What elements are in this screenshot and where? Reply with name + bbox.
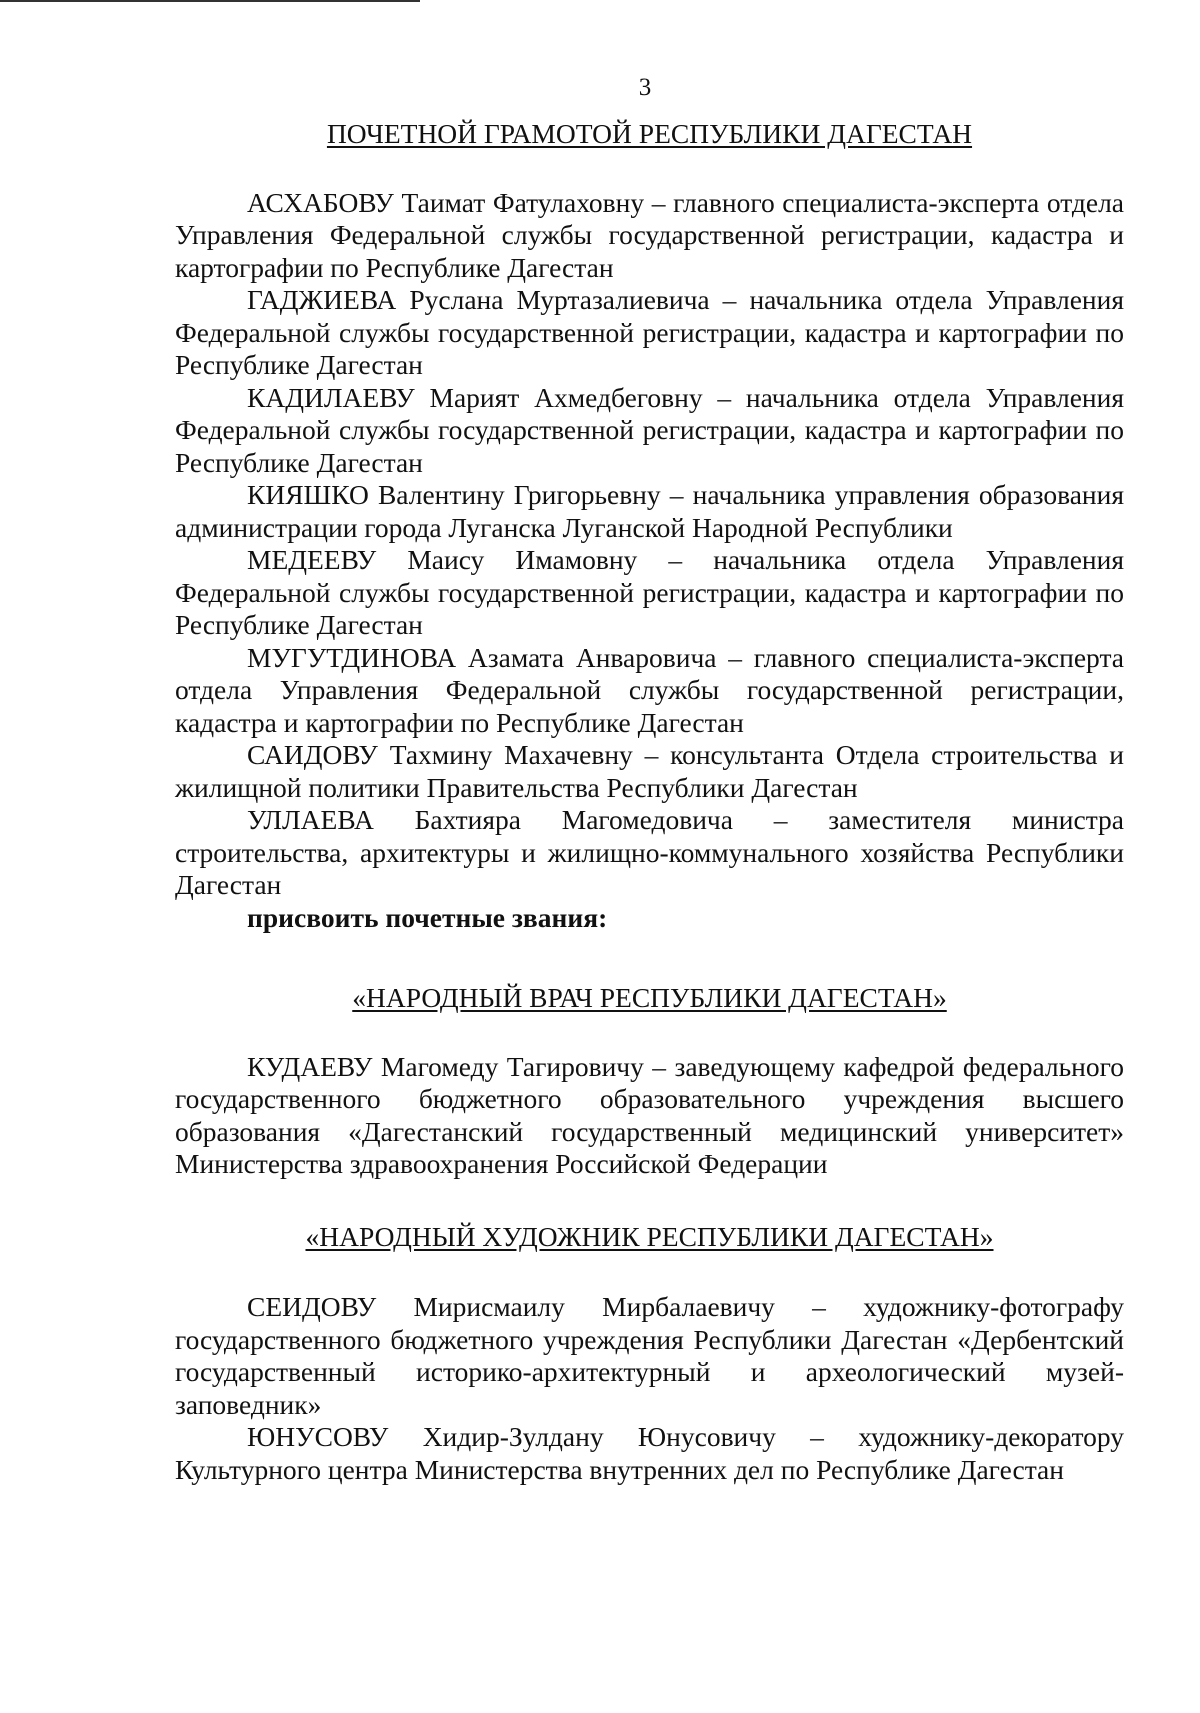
award-entry <box>175 479 1124 544</box>
award-entry <box>175 642 1124 740</box>
section-heading-peoples-artist: «НАРОДНЫЙ ХУДОЖНИК РЕСПУБЛИКИ ДАГЕСТАН» <box>305 1220 994 1252</box>
award-entry <box>175 1421 1124 1486</box>
awardee-details: Азамата Анваровича – главного специалиста-эксперта отдела Управления Федеральной службы государственной регистрации, кадастра и картографии по Республике Дагестан <box>175 641 1125 738</box>
award-entry <box>175 739 1124 804</box>
awardee-details: Магомеду Тагировичу – заведующему кафедрой федерального государственного бюджетного образовательного учреждения высшего образования «Дагестанский государственный медицинский университет» Министерства здравоохранения Российской Федерации <box>175 1050 1124 1179</box>
awardee-details: Хидир-Зулдану Юнусовичу – художнику-декоратору Культурного центра Министерства внутренних дел по Республике Дагестан <box>175 1421 1124 1485</box>
award-entry <box>175 187 1124 285</box>
award-entry <box>175 382 1124 480</box>
awardee-details: Марият Ахмедбеговну – начальника отдела Управления Федеральной службы государственной регистрации, кадастра и картографии по Республике Дагестан <box>175 381 1124 478</box>
award-entry <box>175 1051 1124 1181</box>
awardee-surname: КУДАЕВУ <box>247 1050 373 1082</box>
awardee-surname: АСХАБОВУ <box>247 186 394 218</box>
awardee-surname: ГАДЖИЕВА <box>247 284 397 315</box>
section-heading-peoples-doctor: «НАРОДНЫЙ ВРАЧ РЕСПУБЛИКИ ДАГЕСТАН» <box>352 982 947 1013</box>
award-entry <box>175 284 1124 382</box>
awardee-details: Таимат Фатулаховну – главного специалиста-эксперта отдела Управления Федеральной службы государственной регистрации, кадастра и картографии по Республике Дагестан <box>175 186 1124 283</box>
awardee-details: Руслана Муртазалиевича – начальника отдела Управления Федеральной службы государственной регистрации, кадастра и картографии по Республике Дагестан <box>175 284 1124 380</box>
awardee-surname: КАДИЛАЕВУ <box>247 381 415 413</box>
awardee-surname: УЛЛАЕВА <box>247 804 374 835</box>
awardee-surname: МУГУТДИНОВА <box>247 641 457 673</box>
awardee-surname: САИДОВУ <box>247 739 378 770</box>
page-number: 3 <box>638 74 652 101</box>
awardee-details: Тахмину Махачевну – консультанта Отдела строительства и жилищной политики Правительства Республики Дагестан <box>175 739 1125 803</box>
award-entry <box>175 544 1124 642</box>
titles-subheading: присвоить почетные звания: <box>247 901 608 933</box>
award-entry <box>175 804 1124 902</box>
awardee-surname: МЕДЕЕВУ <box>247 544 377 575</box>
awardee-details: Бахтияра Магомедовича – заместителя министра строительства, архитектуры и жилищно-коммунального хозяйства Республики Дагестан <box>175 804 1125 900</box>
scan-edge-line <box>0 0 420 2</box>
awardee-details: Валентину Григорьевну – начальника управления образования администрации города Луганска Луганской Народной Республики <box>175 479 1124 543</box>
awardee-details: Маису Имамовну – начальника отдела Управления Федеральной службы государственной регистрации, кадастра и картографии по Республике Дагестан <box>175 544 1125 640</box>
awardee-details: Мирисмаилу Мирбалаевичу – художнику-фотографу государственного бюджетного учреждения Республики Дагестан «Дербентский государственный историко-архитектурный и археологический музей-заповедник» <box>175 1291 1124 1420</box>
awardee-surname: ЮНУСОВУ <box>247 1421 389 1452</box>
document-body <box>175 118 1124 1486</box>
award-entry <box>175 1291 1124 1421</box>
awardee-surname: КИЯШКО <box>247 479 369 510</box>
section-heading-honorary-certificate: ПОЧЕТНОЙ ГРАМОТОЙ РЕСПУБЛИКИ ДАГЕСТАН <box>326 118 973 149</box>
awardee-surname: СЕИДОВУ <box>247 1291 377 1322</box>
